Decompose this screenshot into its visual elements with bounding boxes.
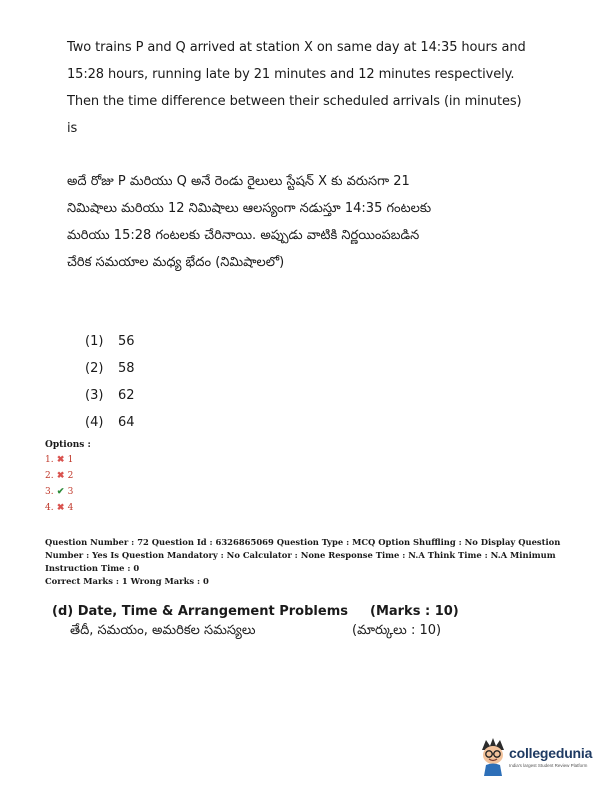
option-label: 4.	[45, 503, 54, 513]
section-marks-english: (Marks : 10)	[370, 604, 459, 619]
question-metadata	[45, 536, 565, 588]
option-value: 2	[67, 471, 74, 481]
options-header: Options :	[45, 440, 91, 450]
metadata-line: Instruction Time : 0	[45, 563, 140, 573]
cross-icon: ✖	[56, 503, 65, 513]
check-icon: ✔	[56, 487, 65, 497]
choice-value: 58	[118, 361, 135, 376]
mascot-icon	[478, 736, 508, 776]
choice-number: (2)	[85, 361, 104, 376]
metadata-line: Number : Yes Is Question Mandatory : No Calculator : None Response Time : N.A Think Time : N.A Minimum	[45, 550, 556, 560]
option-value: 3	[67, 487, 74, 497]
cross-icon: ✖	[56, 455, 65, 465]
question-line: Then the time difference between their scheduled arrivals (in minutes)	[67, 94, 522, 109]
question-line: అదే రోజు P మరియు Q అనే రెండు రైలులు స్టేషన్ X కు వరుసగా 21	[67, 174, 410, 189]
choice-item	[85, 355, 135, 382]
question-text-telugu	[67, 168, 507, 276]
section-title-english: (d) Date, Time & Arrangement Problems	[52, 604, 348, 619]
question-line: 15:28 hours, running late by 21 minutes and 12 minutes respectively.	[67, 67, 515, 82]
question-line: మరియు 15:28 గంటలకు చేరినాయి. అప్పుడు వాటికి నిర్ణయింపబడిన	[67, 228, 420, 243]
question-text-english	[67, 34, 526, 142]
choice-item	[85, 409, 135, 436]
collegedunia-logo	[478, 736, 603, 776]
choice-item	[85, 328, 135, 355]
question-line: నిమిషాలు మరియు 12 నిమిషాలు ఆలస్యంగా నడుస్తూ 14:35 గంటలకు	[67, 201, 432, 216]
choice-value: 62	[118, 388, 135, 403]
options-list	[45, 438, 91, 516]
option-label: 1.	[45, 455, 54, 465]
question-line: చేరిక సమయాల మధ్య భేదం (నిమిషాలలో)	[67, 255, 285, 270]
question-line: Two trains P and Q arrived at station X on same day at 14:35 hours and	[67, 40, 526, 55]
question-line: is	[67, 121, 78, 136]
option-label: 2.	[45, 471, 54, 481]
option-item	[45, 484, 91, 500]
answer-choices	[85, 328, 135, 436]
logo-tagline: India's largest Student Review Platform	[509, 763, 588, 768]
choice-value: 64	[118, 415, 135, 430]
option-value: 1	[67, 455, 74, 465]
choice-number: (4)	[85, 415, 104, 430]
metadata-line: Question Number : 72 Question Id : 6326865069 Question Type : MCQ Option Shuffling : No Display Question	[45, 537, 561, 547]
metadata-line: Correct Marks : 1 Wrong Marks : 0	[45, 576, 209, 586]
section-title-telugu: తేదీ, సమయం, అమరికల సమస్యలు	[70, 623, 256, 638]
choice-number: (1)	[85, 334, 104, 349]
option-item	[45, 468, 91, 484]
section-marks-telugu: (మార్కులు : 10)	[352, 623, 442, 638]
choice-item	[85, 382, 135, 409]
cross-icon: ✖	[56, 471, 65, 481]
option-item	[45, 500, 91, 516]
choice-number: (3)	[85, 388, 104, 403]
logo-wordmark: collegedunia	[509, 745, 593, 761]
option-label: 3.	[45, 487, 54, 497]
option-value: 4	[67, 503, 74, 513]
option-item	[45, 452, 91, 468]
choice-value: 56	[118, 334, 135, 349]
